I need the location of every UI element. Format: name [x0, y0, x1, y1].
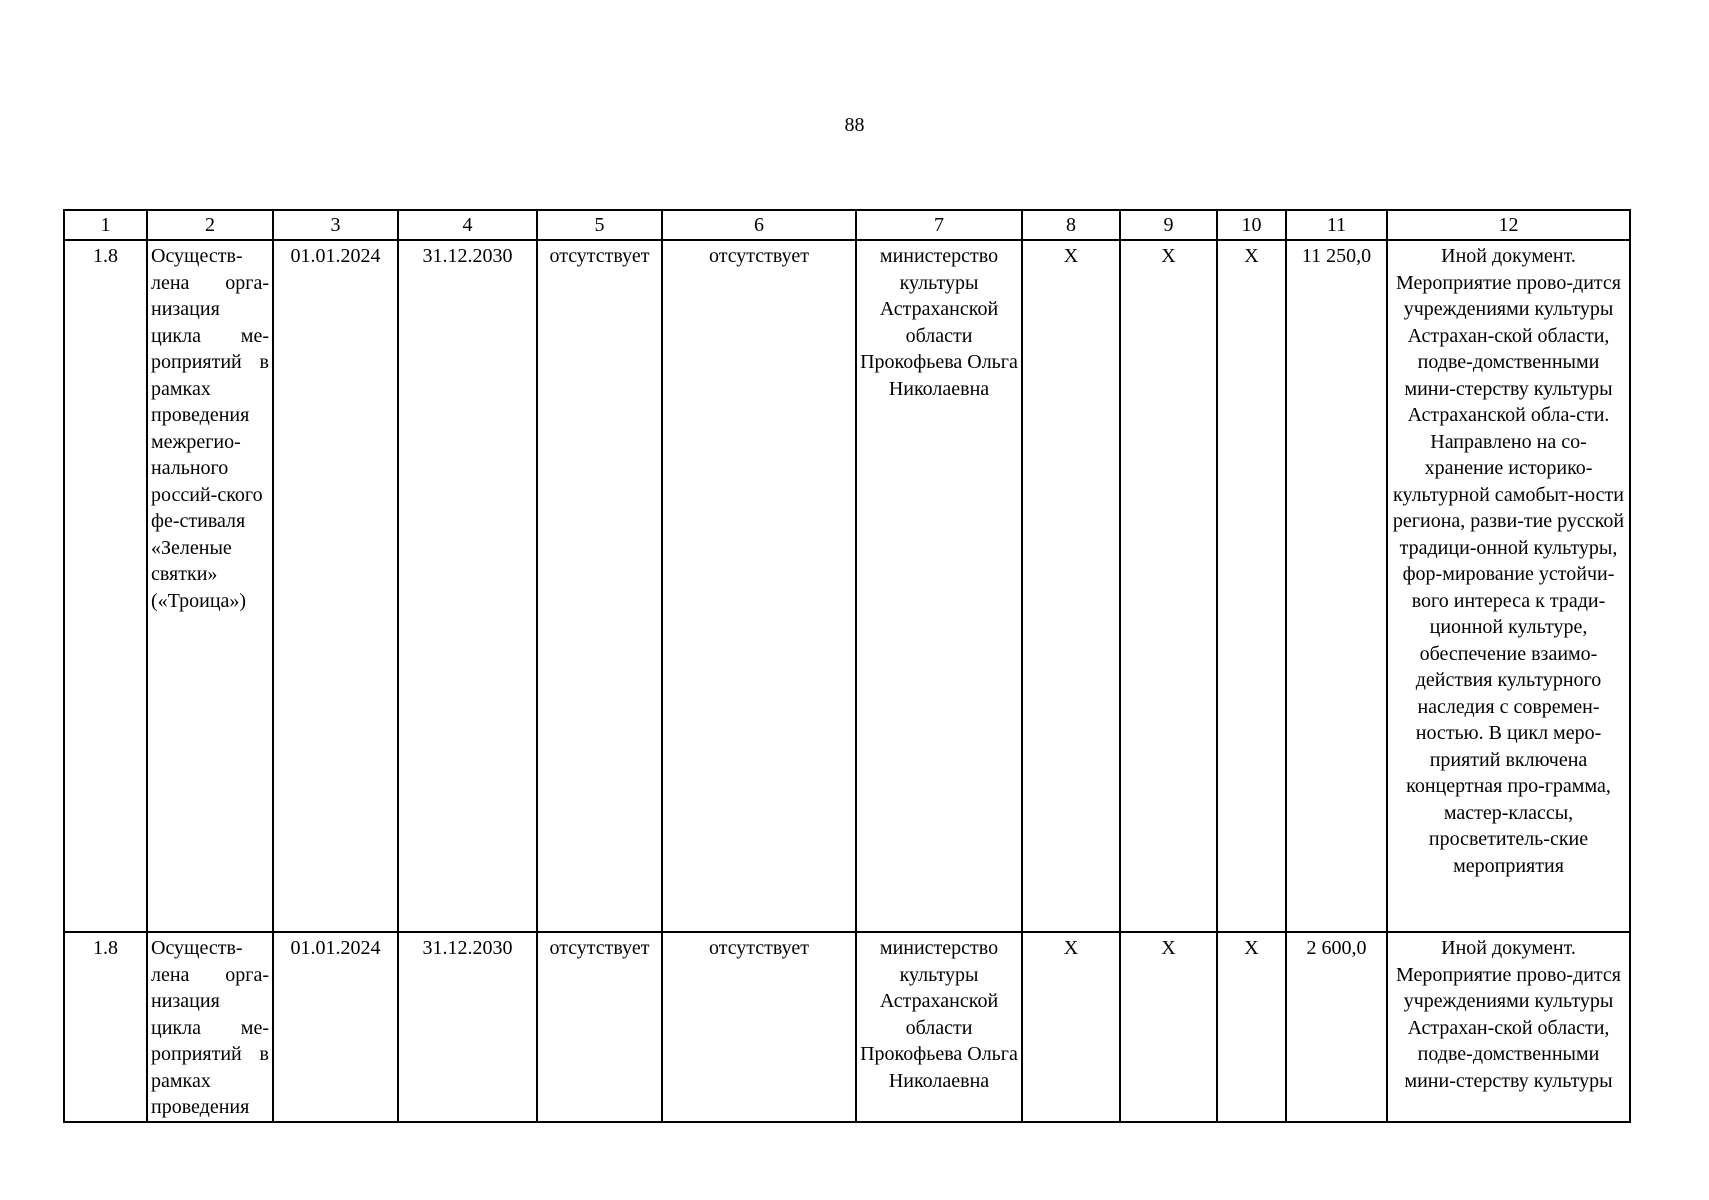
amount: 11 250,0 — [1286, 240, 1387, 932]
column-header: 9 — [1120, 210, 1217, 240]
column-header: 8 — [1022, 210, 1120, 240]
measure-name: Осуществ-лена орга-низация цикла ме-роприятий в рамках проведения межрегио-нального россий-ского фе-стиваля «Зеленые святки» («Троица») — [147, 240, 273, 932]
row-number: 1.8 — [64, 240, 147, 932]
amount: 2 600,0 — [1286, 932, 1387, 1122]
col5-value: отсутствует — [537, 932, 662, 1122]
col6-value: отсутствует — [662, 932, 856, 1122]
responsible: министерство культуры Астраханской области Прокофьева Ольга Николаевна — [856, 932, 1022, 1122]
column-header: 7 — [856, 210, 1022, 240]
col8-value: X — [1022, 932, 1120, 1122]
column-header: 6 — [662, 210, 856, 240]
page-number: 88 — [844, 114, 865, 136]
column-header: 4 — [398, 210, 537, 240]
column-header: 1 — [64, 210, 147, 240]
row-number: 1.8 — [64, 932, 147, 1122]
table-row — [64, 240, 1630, 932]
measure-name: Осуществ-лена орга-низация цикла ме-роприятий в рамках проведения — [147, 932, 273, 1122]
end-date: 31.12.2030 — [398, 240, 537, 932]
column-header: 10 — [1217, 210, 1286, 240]
col10-value: X — [1217, 932, 1286, 1122]
col8-value: X — [1022, 240, 1120, 932]
column-header: 12 — [1387, 210, 1630, 240]
col5-value: отсутствует — [537, 240, 662, 932]
start-date: 01.01.2024 — [273, 240, 398, 932]
note: Иной документ. Мероприятие прово-дится учреждениями культуры Астрахан-ской области, подве-домственными мини-стерству культуры Астраханской обла-сти. Направлено на со-хранение историко-культурной самобыт-ности региона, разви-тие русской традици-онной культуры, фор-мирование устойчи-вого интереса к тради-ционной культуре, обеспечение взаимо-действия культурного наследия с современ-ностью. В цикл меро-приятий включена концертная про-грамма, мастер-классы, просветитель-ские мероприятия — [1387, 240, 1630, 932]
document-table — [63, 209, 1631, 1123]
col6-value: отсутствует — [662, 240, 856, 932]
table-header-row — [64, 210, 1630, 240]
column-header: 5 — [537, 210, 662, 240]
column-header: 11 — [1286, 210, 1387, 240]
column-header: 3 — [273, 210, 398, 240]
col9-value: X — [1120, 932, 1217, 1122]
responsible: министерство культуры Астраханской области Прокофьева Ольга Николаевна — [856, 240, 1022, 932]
start-date: 01.01.2024 — [273, 932, 398, 1122]
column-header: 2 — [147, 210, 273, 240]
end-date: 31.12.2030 — [398, 932, 537, 1122]
note: Иной документ. Мероприятие прово-дится учреждениями культуры Астрахан-ской области, подве-домственными мини-стерству культуры — [1387, 932, 1630, 1122]
col10-value: X — [1217, 240, 1286, 932]
table-row — [64, 932, 1630, 1122]
col9-value: X — [1120, 240, 1217, 932]
